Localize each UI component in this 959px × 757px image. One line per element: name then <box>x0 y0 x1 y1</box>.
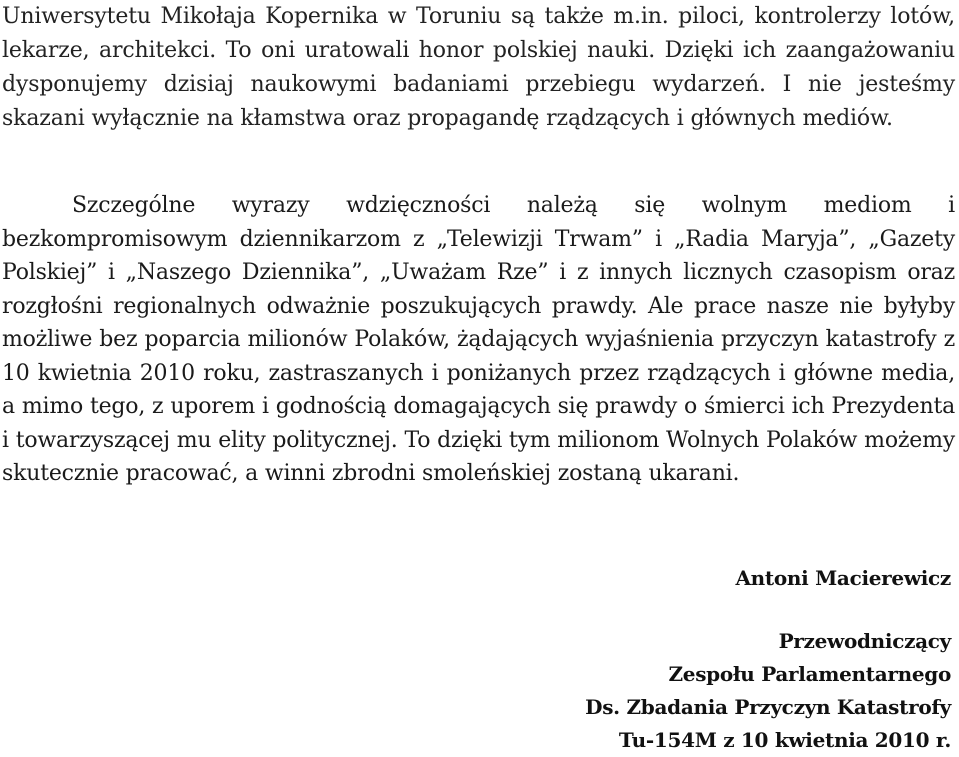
signatory-title-3: Ds. Zbadania Przyczyn Katastrofy <box>585 695 951 719</box>
signatory-title-1: Przewodniczący <box>778 629 951 653</box>
paragraph-2: Szczególne wyrazy wdzięczności należą się wolnym mediom i bezkompromisowym dziennikarzom z „Telewizji Trwam” i „Radia Maryja”, „Gazety Polskiej” i „Naszego Dziennika”, „Uważam Rze” i z innych licznych czasopism oraz rozgłośni regionalnych odważnie poszukujących prawdy. Ale prace nasze nie byłyby możliwe bez poparcia milionów Polaków, żądających wyjaśnienia przyczyn katastrofy z 10 kwietnia 2010 roku, zastraszanych i poniżanych przez rządzących i główne media, a mimo tego, z uporem i godnością domagających się prawdy o śmierci ich Prezydenta i towarzyszącej mu elity politycznej. To dzięki tym milionom Wolnych Polaków możemy skutecznie pracować, a winni zbrodni smoleńskiej zostaną ukarani. <box>2 193 955 486</box>
signature-block <box>585 562 951 757</box>
signature-spacer <box>585 595 951 625</box>
signatory-name: Antoni Macierewicz <box>735 566 951 590</box>
paragraph-1: Uniwersytetu Mikołaja Kopernika w Toruniu są także m.in. piloci, kontrolerzy lotów, lekarze, architekci. To oni uratowali honor polskiej nauki. Dzięki ich zaangażowaniu dysponujemy dzisiaj naukowymi badaniami przebiegu wydarzeń. I nie jesteśmy skazani wyłącznie na kłamstwa oraz propagandę rządzących i głównych mediów. <box>2 4 955 131</box>
signatory-title-2: Zespołu Parlamentarnego <box>668 662 951 686</box>
signatory-title-4: Tu-154M z 10 kwietnia 2010 r. <box>618 728 951 752</box>
